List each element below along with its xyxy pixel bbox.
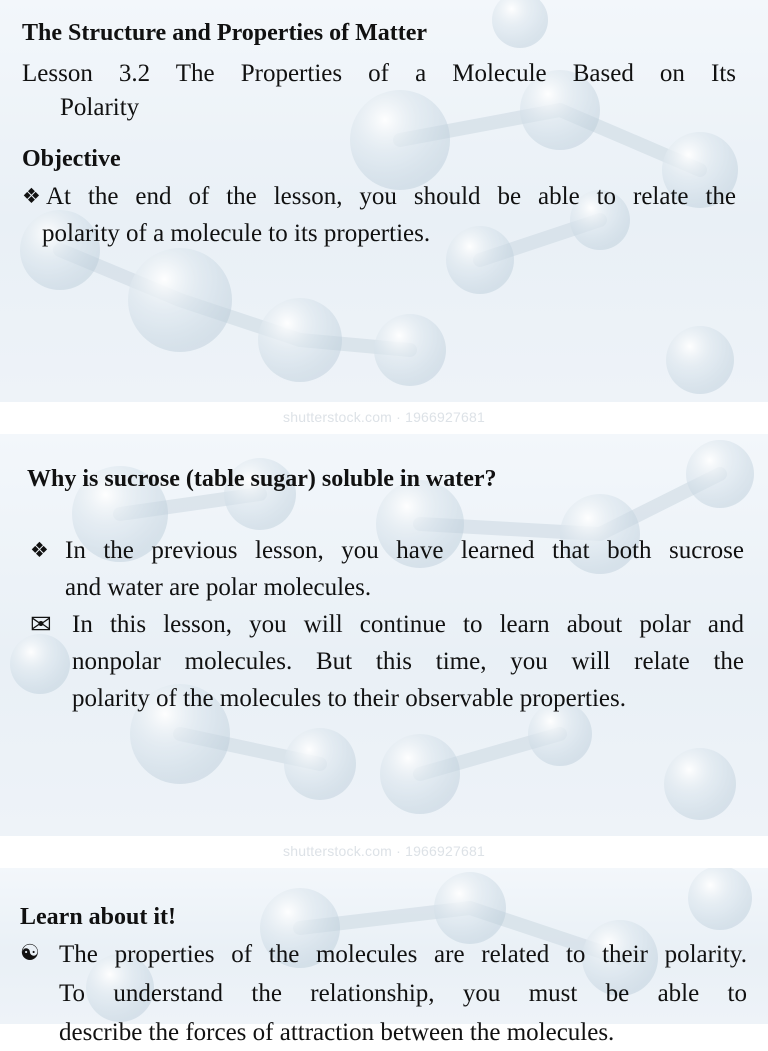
yin-yang-bullet-icon: ☯	[20, 941, 40, 966]
watermark-1: shutterstock.com · 1966927681	[283, 409, 485, 425]
slide-2	[0, 434, 768, 836]
watermark-2: shutterstock.com · 1966927681	[283, 843, 485, 859]
bullet-1-line-1: In the previous lesson, you have learned that both sucrose	[65, 537, 744, 564]
objective-text-line-1: At the end of the lesson, you should be able to relate the	[46, 183, 736, 210]
lesson-title-continued: Polarity	[60, 94, 140, 121]
learn-text-line-2: To understand the relationship, you must be able to	[59, 980, 747, 1007]
lesson-title: Lesson 3.2 The Properties of a Molecule Based on Its	[22, 60, 736, 87]
learn-text-line-3: describe the forces of attraction between the molecules.	[59, 1019, 615, 1046]
bullet-2-line-2: nonpolar molecules. But this time, you will relate the	[72, 648, 744, 675]
learn-heading: Learn about it!	[20, 904, 176, 930]
learn-text-line-1: The properties of the molecules are related to their polarity.	[59, 941, 747, 968]
diamond-bullet-icon: ❖	[22, 184, 41, 208]
course-title: The Structure and Properties of Matter	[22, 20, 428, 46]
objective-text-line-2: polarity of a molecule to its properties.	[42, 220, 431, 247]
question-heading: Why is sucrose (table sugar) soluble in water?	[27, 466, 497, 492]
envelope-bullet-icon: ✉	[30, 610, 52, 640]
bullet-2-line-3: polarity of the molecules to their observable properties.	[72, 685, 626, 712]
bullet-2-line-1: In this lesson, you will continue to learn about polar and	[72, 611, 744, 638]
slide-1	[0, 0, 768, 402]
objective-heading: Objective	[22, 146, 121, 172]
bullet-1-line-2: and water are polar molecules.	[65, 574, 372, 601]
slide-3	[0, 868, 768, 1046]
diamond-bullet-icon: ❖	[30, 538, 49, 562]
